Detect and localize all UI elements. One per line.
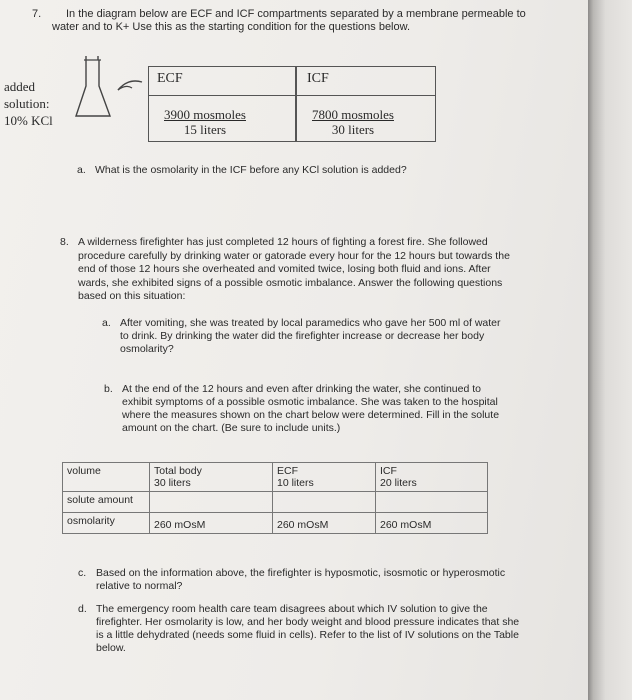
q8 bbox=[60, 236, 520, 304]
table-cell-empty[interactable] bbox=[273, 492, 376, 513]
q7a-text: What is the osmolarity in the ICF before any KCl solution is added? bbox=[95, 164, 407, 176]
solute-chart bbox=[62, 462, 488, 534]
q8-number: 8. bbox=[60, 236, 69, 248]
table-cell: 260 mOsM bbox=[273, 513, 376, 534]
table-cell: 260 mOsM bbox=[376, 513, 488, 534]
flask-icon bbox=[72, 52, 150, 124]
table-cell: 260 mOsM bbox=[150, 513, 273, 534]
added-label-line3: 10% KCl bbox=[4, 113, 53, 128]
icf-solute: 7800 mosmoles bbox=[312, 107, 394, 122]
table-cell: volume bbox=[63, 463, 150, 492]
added-solution-label bbox=[4, 78, 53, 129]
table-cell-empty[interactable] bbox=[376, 492, 488, 513]
q8c bbox=[78, 567, 508, 593]
table-cell-empty[interactable] bbox=[150, 492, 273, 513]
ecf-values bbox=[155, 107, 255, 137]
table-cell: ECF 10 liters bbox=[273, 463, 376, 492]
ecf-icf-compartment-diagram bbox=[148, 66, 436, 142]
table-cell: solute amount bbox=[63, 492, 150, 513]
q8d bbox=[78, 603, 528, 655]
q8b bbox=[104, 383, 504, 435]
q8b-text: At the end of the 12 hours and even after drinking the water, she continued to exhibit symptoms of a possible osmotic imbalance. She was taken to the hospital where the measures shown on the chart below were determined. Fill in the solute amount on the chart. (Be sure to include units.) bbox=[122, 383, 500, 434]
page-edge-shadow bbox=[588, 0, 632, 700]
icf-label: ICF bbox=[307, 71, 329, 86]
table-cell: ICF 20 liters bbox=[376, 463, 488, 492]
icf-volume: 30 liters bbox=[331, 122, 375, 137]
added-label-line2: solution: bbox=[4, 96, 50, 111]
ecf-label: ECF bbox=[157, 71, 183, 86]
table-row bbox=[63, 463, 488, 492]
q8c-letter: c. bbox=[78, 567, 87, 579]
table-cell: osmolarity bbox=[63, 513, 150, 534]
table-row bbox=[63, 492, 488, 513]
q8d-text: The emergency room health care team disagrees about which IV solution to give the firefighter. Her osmolarity is low, and her body weight and blood pressure indicates that she is a little dehydrated (needs some fluid in cells). Refer to the list of IV solutions on the Table below. bbox=[96, 603, 520, 654]
membrane-divider bbox=[295, 67, 297, 141]
q8a-letter: a. bbox=[102, 317, 111, 329]
q7-number: 7. bbox=[32, 8, 42, 20]
header-line bbox=[149, 95, 435, 96]
q8c-text: Based on the information above, the firefighter is hyposmotic, isosmotic or hyperosmotic relative to normal? bbox=[96, 567, 506, 592]
q8-text: A wilderness firefighter has just completed 12 hours of fighting a forest fire. She followed procedure carefully by drinking water or gatorade every hour for the 12 hours but towards the end of those 12 hours she overheated and vomited twice, losing both fluid and ions. After wards, she exhibited signs of a possible osmotic imbalance. Answer the following questions based on this situation: bbox=[78, 236, 510, 302]
added-label-line1: added bbox=[4, 79, 36, 94]
icf-values bbox=[303, 107, 403, 137]
q8a bbox=[102, 317, 502, 356]
table-cell: Total body 30 liters bbox=[150, 463, 273, 492]
table-row bbox=[63, 513, 488, 534]
q7-text: In the diagram below are ECF and ICF compartments separated by a membrane permeable to water and to K+ Use this as the starting condition for the questions below. bbox=[52, 8, 526, 33]
q8b-letter: b. bbox=[104, 383, 113, 395]
q7a bbox=[77, 164, 497, 177]
ecf-volume: 15 liters bbox=[183, 122, 227, 137]
q8d-letter: d. bbox=[78, 603, 87, 615]
q8a-text: After vomiting, she was treated by local paramedics who gave her 500 ml of water to drink. By drinking the water did the firefighter increase or decrease her body osmolarity? bbox=[120, 317, 501, 355]
ecf-solute: 3900 mosmoles bbox=[164, 107, 246, 122]
q7a-letter: a. bbox=[77, 164, 86, 176]
